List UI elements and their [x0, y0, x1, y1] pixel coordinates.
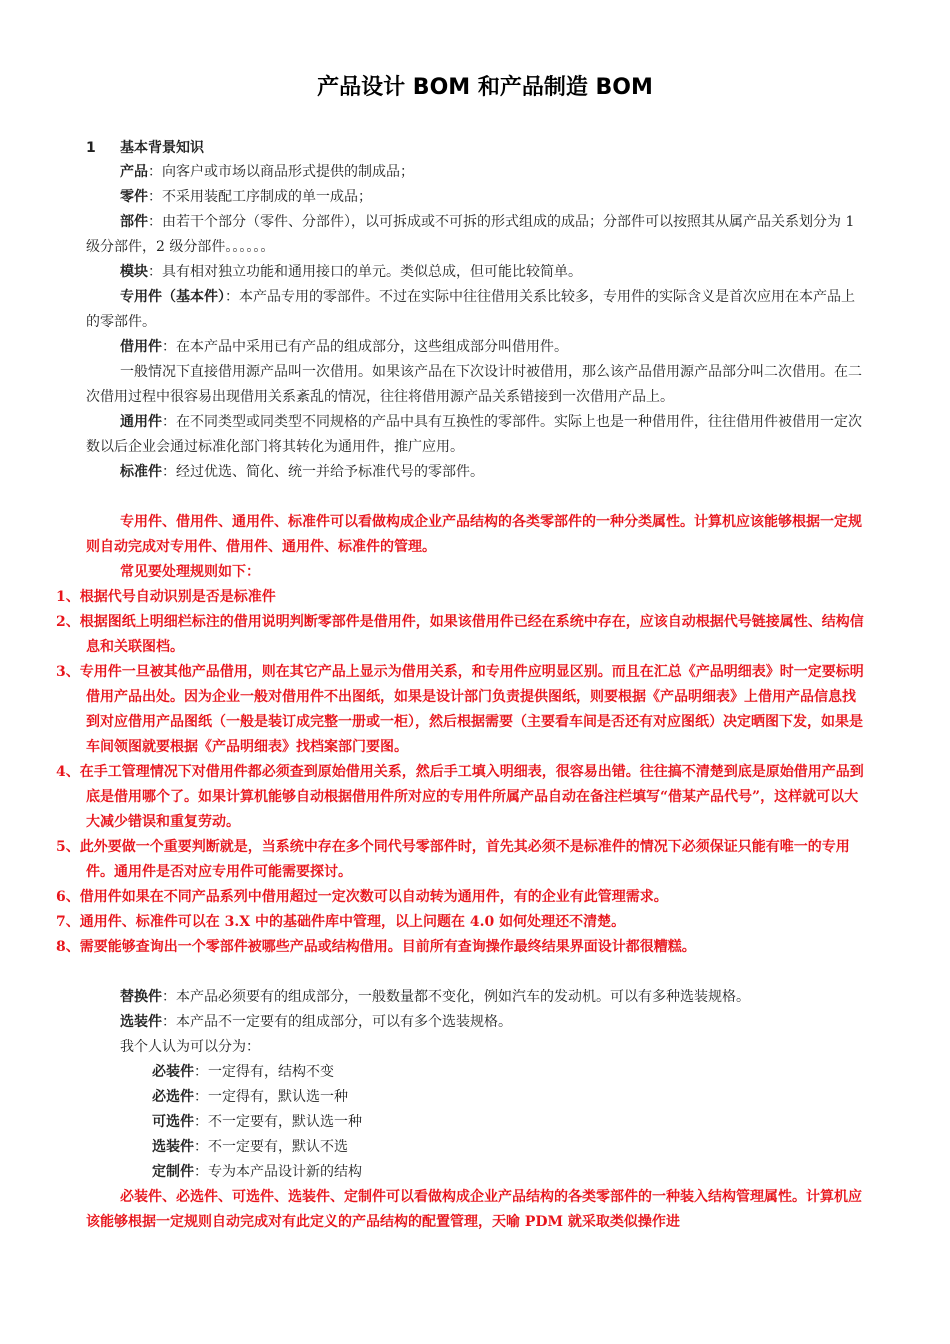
def-assembly: 部件：由若干个部分（零件、分部件），以可拆成或不可拆的形式组成的成品；分部件可以按照其从属产品关系划分为 1 级分部件，2 级分部件。。。。。。	[86, 214, 855, 255]
category-item: 选装件：不一定要有，默认不选	[152, 1139, 348, 1155]
category-item: 可选件：不一定要有，默认选一种	[152, 1114, 362, 1130]
def-replacement-part: 替换件：本产品必须要有的组成部分，一般数量都不变化，例如汽车的发动机。可以有多种选装规格。	[120, 989, 750, 1005]
rule-item: 6、借用件如果在不同产品系列中借用超过一定次数可以自动转为通用件，有的企业有此管理需求。	[56, 889, 668, 905]
rule-item: 2、根据图纸上明细栏标注的借用说明判断零部件是借用件，如果该借用件已经在系统中存在，应该自动根据代号链接属性、结构信息和关联图档。	[56, 614, 864, 655]
def-optional-part: 选装件：本产品不一定要有的组成部分，可以有多个选装规格。	[120, 1014, 512, 1030]
section-number: 1	[86, 140, 96, 156]
rule-item: 8、需要能够查询出一个零部件被哪些产品或结构借用。目前所有查询操作最终结果界面设计都很糟糕。	[56, 939, 696, 955]
def-dedicated-part: 专用件（基本件）：本产品专用的零部件。不过在实际中往往借用关系比较多，专用件的实际含义是首次应用在本产品上的零部件。	[86, 289, 855, 330]
rule-item: 4、在手工管理情况下对借用件都必须查到原始借用关系，然后手工填入明细表，很容易出错。往往搞不清楚到底是原始借用产品到底是借用哪个了。如果计算机能够自动根据借用件所对应的专用件所属产品自动在备注栏填写“借某产品代号”，这样就可以大大减少错误和重复劳动。	[56, 764, 864, 830]
def-part: 零件：不采用装配工序制成的单一成品；	[120, 189, 372, 205]
section-heading	[86, 137, 204, 157]
opinion-text: 我个人认为可以分为：	[120, 1039, 260, 1055]
rule-item: 3、专用件一旦被其他产品借用，则在其它产品上显示为借用关系，和专用件应明显区别。而且在汇总《产品明细表》时一定要标明借用产品出处。因为企业一般对借用件不出图纸，如果是设计部门负责提供图纸，则要根据《产品明细表》上借用产品信息找到对应借用产品图纸（一般是装订成完整一册或一柜），然后根据需要（主要看车间是否还有对应图纸）决定晒图下发，如果是车间领图就要根据《产品明细表》找档案部门要图。	[56, 664, 864, 755]
rule-item: 1、根据代号自动识别是否是标准件	[56, 589, 276, 605]
assembly-attribute-summary: 必装件、必选件、可选件、选装件、定制件可以看做构成企业产品结构的各类零部件的一种装入结构管理属性。计算机应该能够根据一定规则自动完成对有此定义的产品结构的配置管理，天喻 PDM 就采取类似操作进	[86, 1189, 862, 1230]
def-borrowed-part: 借用件：在本产品中采用已有产品的组成部分，这些组成部分叫借用件。	[120, 339, 568, 355]
borrowing-explanation: 一般情况下直接借用源产品叫一次借用。如果该产品在下次设计时被借用，那么该产品借用源产品部分叫二次借用。在二次借用过程中很容易出现借用关系紊乱的情况，往往将借用源产品关系错接到一次借用产品上。	[86, 364, 862, 405]
def-common-part: 通用件：在不同类型或同类型不同规格的产品中具有互换性的零部件。实际上也是一种借用件，往往借用件被借用一定次数以后企业会通过标准化部门将其转化为通用件，推广应用。	[86, 414, 862, 455]
category-item: 必选件：一定得有，默认选一种	[152, 1089, 348, 1105]
category-item: 必装件：一定得有，结构不变	[152, 1064, 334, 1080]
def-module: 模块：具有相对独立功能和通用接口的单元。类似总成，但可能比较简单。	[120, 264, 582, 280]
category-item: 定制件：专为本产品设计新的结构	[152, 1164, 362, 1180]
page-title: 产品设计 BOM 和产品制造 BOM	[317, 75, 653, 100]
rules-intro: 常见要处理规则如下：	[120, 564, 260, 580]
def-standard-part: 标准件：经过优选、简化、统一并给予标准代号的零部件。	[120, 464, 484, 480]
section-title: 基本背景知识	[120, 140, 204, 156]
attribute-summary: 专用件、借用件、通用件、标准件可以看做构成企业产品结构的各类零部件的一种分类属性。计算机应该能够根据一定规则自动完成对专用件、借用件、通用件、标准件的管理。	[86, 514, 862, 555]
rule-item: 5、此外要做一个重要判断就是，当系统中存在多个同代号零部件时，首先其必须不是标准件的情况下必须保证只能有唯一的专用件。通用件是否对应专用件可能需要探讨。	[56, 839, 850, 880]
rule-item: 7、通用件、标准件可以在 3.X 中的基础件库中管理，以上问题在 4.0 如何处理还不清楚。	[56, 914, 626, 930]
def-product: 产品：向客户或市场以商品形式提供的制成品；	[120, 164, 414, 180]
